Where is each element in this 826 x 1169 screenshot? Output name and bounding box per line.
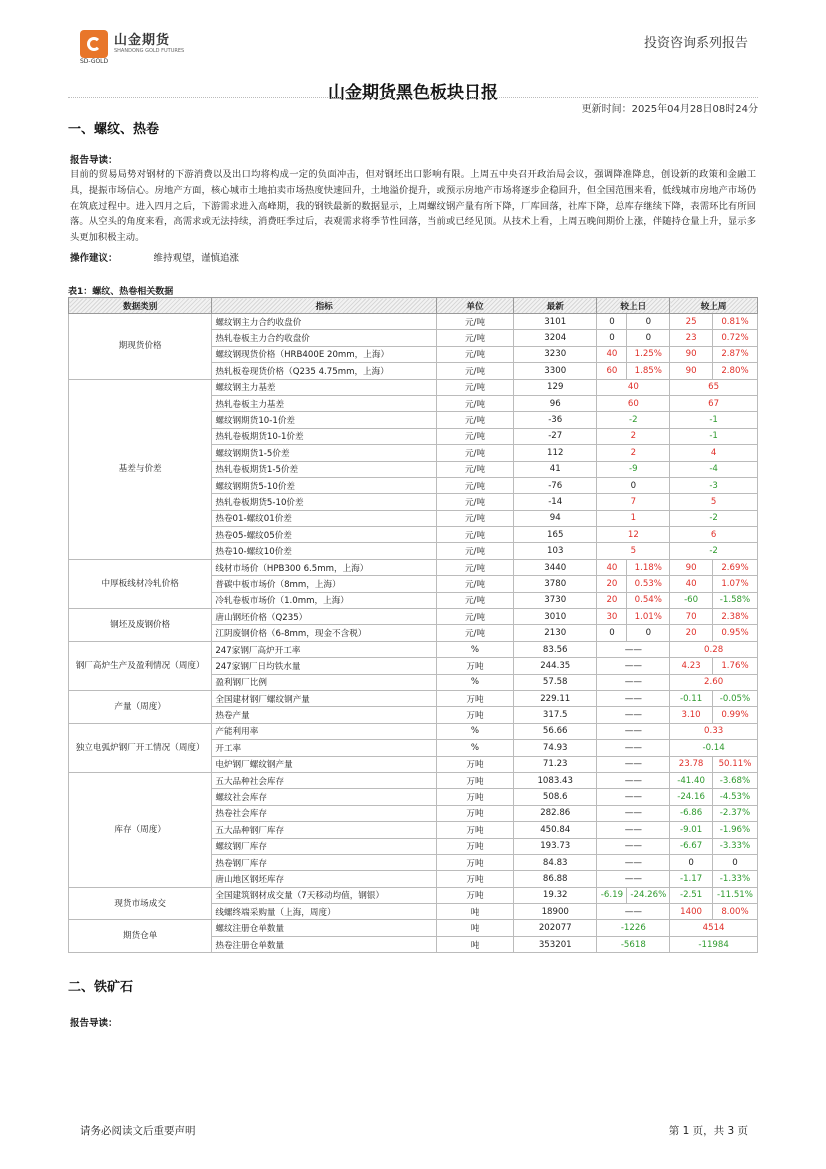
cell-week-change: 6 bbox=[670, 527, 758, 543]
cell-unit: 万吨 bbox=[437, 822, 514, 838]
cell-latest: 282.86 bbox=[514, 805, 597, 821]
cell-day-change: -5618 bbox=[597, 936, 670, 952]
cell-latest: -27 bbox=[514, 428, 597, 444]
cell-day-change: —— bbox=[597, 658, 670, 674]
cell-week-pct: 2.80% bbox=[712, 363, 757, 379]
cell-day-change: 20 bbox=[597, 576, 627, 592]
cell-indicator: 唐山钢坯价格（Q235） bbox=[212, 609, 437, 625]
cell-week-change: 1400 bbox=[670, 904, 713, 920]
cell-unit: 元/吨 bbox=[437, 445, 514, 461]
cell-week-change: -41.40 bbox=[670, 772, 713, 788]
cell-week-change: -6.67 bbox=[670, 838, 713, 854]
cell-indicator: 螺纹注册仓单数量 bbox=[212, 920, 437, 936]
cell-week-change: -2 bbox=[670, 510, 758, 526]
cell-indicator: 热轧卷板主力基差 bbox=[212, 395, 437, 411]
cell-week-change: -4 bbox=[670, 461, 758, 477]
cell-day-change: 40 bbox=[597, 379, 670, 395]
cell-latest: 84.83 bbox=[514, 854, 597, 870]
cell-day-pct: 1.18% bbox=[627, 559, 670, 575]
cell-unit: % bbox=[437, 723, 514, 739]
page-title: 山金期货黑色板块日报 bbox=[328, 83, 498, 103]
cell-indicator: 开工率 bbox=[212, 740, 437, 756]
cell-week-pct: -2.37% bbox=[712, 805, 757, 821]
cell-indicator: 热轧卷板主力合约收盘价 bbox=[212, 330, 437, 346]
cell-latest: 244.35 bbox=[514, 658, 597, 674]
cell-day-change: -1226 bbox=[597, 920, 670, 936]
report-series: 投资咨询系列报告 bbox=[643, 36, 748, 51]
cell-week-change: -60 bbox=[670, 592, 713, 608]
cell-week-change: -3 bbox=[670, 477, 758, 493]
table-row bbox=[69, 314, 758, 330]
cell-day-change: -6.19 bbox=[597, 887, 627, 903]
cell-day-change: 0 bbox=[597, 314, 627, 330]
cell-unit: 元/吨 bbox=[437, 543, 514, 559]
header-unit: 单位 bbox=[437, 298, 514, 314]
cell-day-change: -2 bbox=[597, 412, 670, 428]
data-table bbox=[68, 297, 758, 953]
cell-day-change: —— bbox=[597, 772, 670, 788]
cell-indicator: 电炉钢厂螺纹钢产量 bbox=[212, 756, 437, 772]
row-category: 期货仓单 bbox=[69, 920, 212, 953]
cell-latest: 74.93 bbox=[514, 740, 597, 756]
cell-unit: 元/吨 bbox=[437, 625, 514, 641]
cell-day-change: 40 bbox=[597, 559, 627, 575]
table-row bbox=[69, 641, 758, 657]
cell-indicator: 全国建筑钢材成交量（7天移动均值，钢银） bbox=[212, 887, 437, 903]
cell-week-change: -0.14 bbox=[670, 740, 758, 756]
cell-unit: 元/吨 bbox=[437, 592, 514, 608]
cell-week-change: 40 bbox=[670, 576, 713, 592]
cell-indicator: 螺纹钢期货5-10价差 bbox=[212, 477, 437, 493]
cell-week-change: 5 bbox=[670, 494, 758, 510]
header-vs-prev-day: 较上日 bbox=[597, 298, 670, 314]
cell-week-change: 0 bbox=[670, 854, 713, 870]
cell-indicator: 线材市场价（HPB300 6.5mm，上海） bbox=[212, 559, 437, 575]
cell-unit: 元/吨 bbox=[437, 395, 514, 411]
company-logo bbox=[80, 30, 184, 58]
cell-unit: 万吨 bbox=[437, 772, 514, 788]
table-row bbox=[69, 887, 758, 903]
cell-indicator: 普碳中板市场价（8mm，上海） bbox=[212, 576, 437, 592]
cell-latest: 3010 bbox=[514, 609, 597, 625]
divider bbox=[68, 97, 758, 98]
cell-unit: 万吨 bbox=[437, 854, 514, 870]
cell-day-change: 2 bbox=[597, 428, 670, 444]
cell-latest: 19.32 bbox=[514, 887, 597, 903]
cell-unit: 元/吨 bbox=[437, 494, 514, 510]
cell-latest: 56.66 bbox=[514, 723, 597, 739]
table-header-row bbox=[69, 298, 758, 314]
cell-day-change: —— bbox=[597, 740, 670, 756]
cell-week-change: 20 bbox=[670, 625, 713, 641]
cell-day-change: 12 bbox=[597, 527, 670, 543]
cell-week-change: 70 bbox=[670, 609, 713, 625]
cell-indicator: 螺纹钢现货价格（HRB400E 20mm，上海） bbox=[212, 346, 437, 362]
cell-day-pct: 0 bbox=[627, 314, 670, 330]
cell-day-change: —— bbox=[597, 707, 670, 723]
cell-indicator: 螺纹钢期货1-5价差 bbox=[212, 445, 437, 461]
cell-day-change: 60 bbox=[597, 395, 670, 411]
cell-day-change: —— bbox=[597, 822, 670, 838]
cell-week-pct: 1.76% bbox=[712, 658, 757, 674]
cell-week-pct: 2.87% bbox=[712, 346, 757, 362]
cell-latest: 1083.43 bbox=[514, 772, 597, 788]
cell-week-pct: -0.05% bbox=[712, 690, 757, 706]
cell-unit: 万吨 bbox=[437, 707, 514, 723]
cell-unit: 元/吨 bbox=[437, 559, 514, 575]
cell-latest: 3440 bbox=[514, 559, 597, 575]
cell-unit: 元/吨 bbox=[437, 527, 514, 543]
cell-unit: 元/吨 bbox=[437, 314, 514, 330]
cell-week-change: -6.86 bbox=[670, 805, 713, 821]
cell-unit: 万吨 bbox=[437, 871, 514, 887]
cell-unit: 元/吨 bbox=[437, 412, 514, 428]
cell-unit: 元/吨 bbox=[437, 330, 514, 346]
cell-indicator: 热卷钢厂库存 bbox=[212, 854, 437, 870]
cell-latest: 41 bbox=[514, 461, 597, 477]
row-category: 钢厂高炉生产及盈利情况（周度） bbox=[69, 641, 212, 690]
cell-indicator: 产能利用率 bbox=[212, 723, 437, 739]
cell-week-change: 90 bbox=[670, 363, 713, 379]
cell-week-change: 65 bbox=[670, 379, 758, 395]
cell-unit: 万吨 bbox=[437, 658, 514, 674]
cell-week-change: 23.78 bbox=[670, 756, 713, 772]
cell-unit: % bbox=[437, 641, 514, 657]
cell-unit: 元/吨 bbox=[437, 379, 514, 395]
cell-week-change: -2.51 bbox=[670, 887, 713, 903]
cell-week-pct: -3.68% bbox=[712, 772, 757, 788]
guide-text: 目前的贸易局势对钢材的下游消费以及出口均将构成一定的负面冲击，但对钢坯出口影响有限。上周五中央召开政治局会议，强调降准降息，创设新的政策和金融工具，提振市场信心。房地产方面，核心城市土地拍卖市场热度快速回升，土地溢价提升，或预示房地产市场将逐步企稳回升，但全国范围来看，低线城市房地产市场仍在筑底过程中。进入四月之后，下游需求进入高峰期，我的钢铁最新的数据显示，上周螺纹钢产量有所下降，厂库回落，社库下降，总库存继续下降，表需环比有所回落。从空头的角度来看，高需求或无法持续，消费旺季过后，表观需求将季节性回落，当前或已经见顶。从技术上看，上周五晚间期价上涨，伴随持仓量上升，显示多头更加积极主动。 bbox=[70, 169, 756, 244]
logo-name-cn: 山金期货 bbox=[114, 33, 171, 48]
header-category: 数据类别 bbox=[69, 298, 212, 314]
cell-unit: 元/吨 bbox=[437, 477, 514, 493]
cell-week-change: 4 bbox=[670, 445, 758, 461]
cell-latest: 57.58 bbox=[514, 674, 597, 690]
cell-latest: -76 bbox=[514, 477, 597, 493]
cell-week-change: 23 bbox=[670, 330, 713, 346]
cell-latest: 2130 bbox=[514, 625, 597, 641]
cell-day-change: —— bbox=[597, 904, 670, 920]
cell-day-change: 1 bbox=[597, 510, 670, 526]
cell-week-pct: 1.07% bbox=[712, 576, 757, 592]
cell-day-pct: 1.01% bbox=[627, 609, 670, 625]
cell-indicator: 螺纹社会库存 bbox=[212, 789, 437, 805]
cell-week-pct: 50.11% bbox=[712, 756, 757, 772]
cell-day-pct: -24.26% bbox=[627, 887, 670, 903]
cell-latest: 86.88 bbox=[514, 871, 597, 887]
advice bbox=[70, 250, 239, 264]
cell-latest: 353201 bbox=[514, 936, 597, 952]
cell-week-change: -1.17 bbox=[670, 871, 713, 887]
cell-day-change: 7 bbox=[597, 494, 670, 510]
cell-latest: 96 bbox=[514, 395, 597, 411]
row-category: 现货市场成交 bbox=[69, 887, 212, 920]
cell-indicator: 热卷社会库存 bbox=[212, 805, 437, 821]
cell-day-change: —— bbox=[597, 805, 670, 821]
cell-latest: 71.23 bbox=[514, 756, 597, 772]
cell-latest: 129 bbox=[514, 379, 597, 395]
cell-latest: 202077 bbox=[514, 920, 597, 936]
cell-latest: 94 bbox=[514, 510, 597, 526]
cell-latest: 508.6 bbox=[514, 789, 597, 805]
logo-name-en: SHANDONG GOLD FUTURES bbox=[114, 48, 185, 54]
cell-unit: % bbox=[437, 740, 514, 756]
cell-day-change: 0 bbox=[597, 330, 627, 346]
cell-day-change: 2 bbox=[597, 445, 670, 461]
cell-day-pct: 0.54% bbox=[627, 592, 670, 608]
row-category: 基差与价差 bbox=[69, 379, 212, 559]
cell-day-pct: 1.25% bbox=[627, 346, 670, 362]
cell-indicator: 线螺终端采购量（上海，周度） bbox=[212, 904, 437, 920]
cell-week-change: 2.60 bbox=[670, 674, 758, 690]
page-number: 第 1 页，共 3 页 bbox=[668, 1125, 748, 1137]
cell-week-change: -2 bbox=[670, 543, 758, 559]
cell-week-pct: -1.33% bbox=[712, 871, 757, 887]
cell-week-pct: 2.38% bbox=[712, 609, 757, 625]
cell-latest: -14 bbox=[514, 494, 597, 510]
cell-week-pct: 0.99% bbox=[712, 707, 757, 723]
cell-unit: 元/吨 bbox=[437, 510, 514, 526]
cell-day-change: —— bbox=[597, 838, 670, 854]
cell-unit: 万吨 bbox=[437, 690, 514, 706]
table-caption: 表1：螺纹、热卷相关数据 bbox=[68, 287, 174, 297]
cell-week-change: 4514 bbox=[670, 920, 758, 936]
cell-week-change: -1 bbox=[670, 428, 758, 444]
cell-week-pct: 0.72% bbox=[712, 330, 757, 346]
cell-latest: 450.84 bbox=[514, 822, 597, 838]
cell-day-change: 60 bbox=[597, 363, 627, 379]
cell-week-change: -11984 bbox=[670, 936, 758, 952]
cell-latest: 3204 bbox=[514, 330, 597, 346]
cell-latest: 317.5 bbox=[514, 707, 597, 723]
cell-indicator: 247家钢厂高炉开工率 bbox=[212, 641, 437, 657]
cell-week-pct: 8.00% bbox=[712, 904, 757, 920]
cell-week-change: 90 bbox=[670, 346, 713, 362]
cell-day-change: —— bbox=[597, 674, 670, 690]
cell-week-change: 3.10 bbox=[670, 707, 713, 723]
cell-unit: 元/吨 bbox=[437, 461, 514, 477]
cell-indicator: 热轧卷板期货1-5价差 bbox=[212, 461, 437, 477]
section-heading-rebar: 一、螺纹、热卷 bbox=[68, 122, 160, 137]
row-category: 期现货价格 bbox=[69, 314, 212, 380]
cell-unit: 万吨 bbox=[437, 887, 514, 903]
cell-week-change: 90 bbox=[670, 559, 713, 575]
cell-day-change: 40 bbox=[597, 346, 627, 362]
cell-latest: 3780 bbox=[514, 576, 597, 592]
cell-indicator: 五大品种钢厂库存 bbox=[212, 822, 437, 838]
cell-indicator: 盈利钢厂比例 bbox=[212, 674, 437, 690]
cell-indicator: 螺纹钢期货10-1价差 bbox=[212, 412, 437, 428]
cell-unit: 吨 bbox=[437, 904, 514, 920]
cell-indicator: 螺纹钢主力基差 bbox=[212, 379, 437, 395]
cell-unit: 万吨 bbox=[437, 838, 514, 854]
footer-disclaimer: 请务必阅读文后重要声明 bbox=[80, 1125, 196, 1137]
cell-day-change: 30 bbox=[597, 609, 627, 625]
cell-unit: 万吨 bbox=[437, 805, 514, 821]
cell-week-change: 0.28 bbox=[670, 641, 758, 657]
header-vs-prev-week: 较上周 bbox=[670, 298, 758, 314]
table-row bbox=[69, 609, 758, 625]
row-category: 钢坯及废钢价格 bbox=[69, 609, 212, 642]
cell-day-pct: 0 bbox=[627, 625, 670, 641]
cell-day-change: —— bbox=[597, 871, 670, 887]
section-heading-iron-ore: 二、铁矿石 bbox=[68, 980, 134, 995]
cell-indicator: 热卷注册仓单数量 bbox=[212, 936, 437, 952]
cell-latest: 193.73 bbox=[514, 838, 597, 854]
cell-day-change: 5 bbox=[597, 543, 670, 559]
cell-indicator: 螺纹钢主力合约收盘价 bbox=[212, 314, 437, 330]
cell-indicator: 热轧卷板期货5-10价差 bbox=[212, 494, 437, 510]
cell-unit: 万吨 bbox=[437, 756, 514, 772]
cell-week-change: -24.16 bbox=[670, 789, 713, 805]
guide-label: 报告导读： bbox=[70, 155, 118, 166]
advice-label: 操作建议： bbox=[70, 253, 118, 264]
cell-latest: 103 bbox=[514, 543, 597, 559]
cell-day-change: —— bbox=[597, 854, 670, 870]
cell-unit: 元/吨 bbox=[437, 576, 514, 592]
cell-latest: 3730 bbox=[514, 592, 597, 608]
cell-week-change: 25 bbox=[670, 314, 713, 330]
advice-value: 维持观望，谨慎追涨 bbox=[153, 253, 240, 264]
cell-day-change: —— bbox=[597, 723, 670, 739]
cell-week-pct: -11.51% bbox=[712, 887, 757, 903]
cell-day-change: -9 bbox=[597, 461, 670, 477]
cell-unit: 元/吨 bbox=[437, 363, 514, 379]
cell-day-change: —— bbox=[597, 756, 670, 772]
cell-indicator: 冷轧卷板市场价（1.0mm，上海） bbox=[212, 592, 437, 608]
header-latest: 最新 bbox=[514, 298, 597, 314]
cell-indicator: 全国建材钢厂螺纹钢产量 bbox=[212, 690, 437, 706]
row-category: 产量（周度） bbox=[69, 690, 212, 723]
cell-week-change: 4.23 bbox=[670, 658, 713, 674]
cell-unit: 元/吨 bbox=[437, 428, 514, 444]
cell-week-pct: -1.58% bbox=[712, 592, 757, 608]
cell-unit: 吨 bbox=[437, 920, 514, 936]
cell-indicator: 螺纹钢厂库存 bbox=[212, 838, 437, 854]
guide-label-2: 报告导读： bbox=[70, 1018, 118, 1029]
cell-latest: 112 bbox=[514, 445, 597, 461]
cell-week-change: -0.11 bbox=[670, 690, 713, 706]
logo-subtitle: SD-GOLD bbox=[80, 58, 109, 65]
cell-week-pct: -1.96% bbox=[712, 822, 757, 838]
cell-indicator: 五大品种社会库存 bbox=[212, 772, 437, 788]
cell-week-change: -1 bbox=[670, 412, 758, 428]
cell-day-pct: 0 bbox=[627, 330, 670, 346]
cell-indicator: 热卷10-螺纹10价差 bbox=[212, 543, 437, 559]
table-row bbox=[69, 690, 758, 706]
cell-day-change: —— bbox=[597, 690, 670, 706]
header-indicator: 指标 bbox=[212, 298, 437, 314]
cell-latest: 3230 bbox=[514, 346, 597, 362]
cell-week-pct: 0.81% bbox=[712, 314, 757, 330]
table-row bbox=[69, 379, 758, 395]
cell-indicator: 唐山地区钢坯库存 bbox=[212, 871, 437, 887]
cell-day-pct: 1.85% bbox=[627, 363, 670, 379]
table-row bbox=[69, 559, 758, 575]
cell-week-pct: -4.53% bbox=[712, 789, 757, 805]
cell-indicator: 247家钢厂日均铁水量 bbox=[212, 658, 437, 674]
cell-indicator: 热轧卷板期货10-1价差 bbox=[212, 428, 437, 444]
cell-week-pct: -3.33% bbox=[712, 838, 757, 854]
cell-latest: 165 bbox=[514, 527, 597, 543]
cell-week-change: -9.01 bbox=[670, 822, 713, 838]
cell-indicator: 热卷产量 bbox=[212, 707, 437, 723]
cell-latest: 3300 bbox=[514, 363, 597, 379]
update-time: 更新时间：2025年04月28日08时24分 bbox=[581, 104, 758, 115]
cell-indicator: 江阴废钢价格（6-8mm，现金不含税） bbox=[212, 625, 437, 641]
cell-week-change: 67 bbox=[670, 395, 758, 411]
logo-mark-icon bbox=[80, 30, 108, 58]
cell-latest: 83.56 bbox=[514, 641, 597, 657]
cell-week-change: 0.33 bbox=[670, 723, 758, 739]
cell-unit: 元/吨 bbox=[437, 346, 514, 362]
cell-indicator: 热卷01-螺纹01价差 bbox=[212, 510, 437, 526]
row-category: 库存（周度） bbox=[69, 772, 212, 887]
cell-latest: 3101 bbox=[514, 314, 597, 330]
cell-day-change: —— bbox=[597, 789, 670, 805]
cell-day-change: 0 bbox=[597, 625, 627, 641]
cell-week-pct: 0 bbox=[712, 854, 757, 870]
cell-day-change: 20 bbox=[597, 592, 627, 608]
row-category: 独立电弧炉钢厂开工情况（周度） bbox=[69, 723, 212, 772]
cell-indicator: 热轧板卷现货价格（Q235 4.75mm，上海） bbox=[212, 363, 437, 379]
cell-latest: 18900 bbox=[514, 904, 597, 920]
cell-latest: 229.11 bbox=[514, 690, 597, 706]
cell-unit: % bbox=[437, 674, 514, 690]
table-row bbox=[69, 723, 758, 739]
cell-day-change: 0 bbox=[597, 477, 670, 493]
row-category: 中厚板线材冷轧价格 bbox=[69, 559, 212, 608]
cell-day-change: —— bbox=[597, 641, 670, 657]
cell-week-pct: 2.69% bbox=[712, 559, 757, 575]
table-row bbox=[69, 772, 758, 788]
table-row bbox=[69, 920, 758, 936]
cell-unit: 吨 bbox=[437, 936, 514, 952]
cell-unit: 万吨 bbox=[437, 789, 514, 805]
cell-day-pct: 0.53% bbox=[627, 576, 670, 592]
cell-latest: -36 bbox=[514, 412, 597, 428]
cell-indicator: 热卷05-螺纹05价差 bbox=[212, 527, 437, 543]
cell-unit: 元/吨 bbox=[437, 609, 514, 625]
cell-week-pct: 0.95% bbox=[712, 625, 757, 641]
